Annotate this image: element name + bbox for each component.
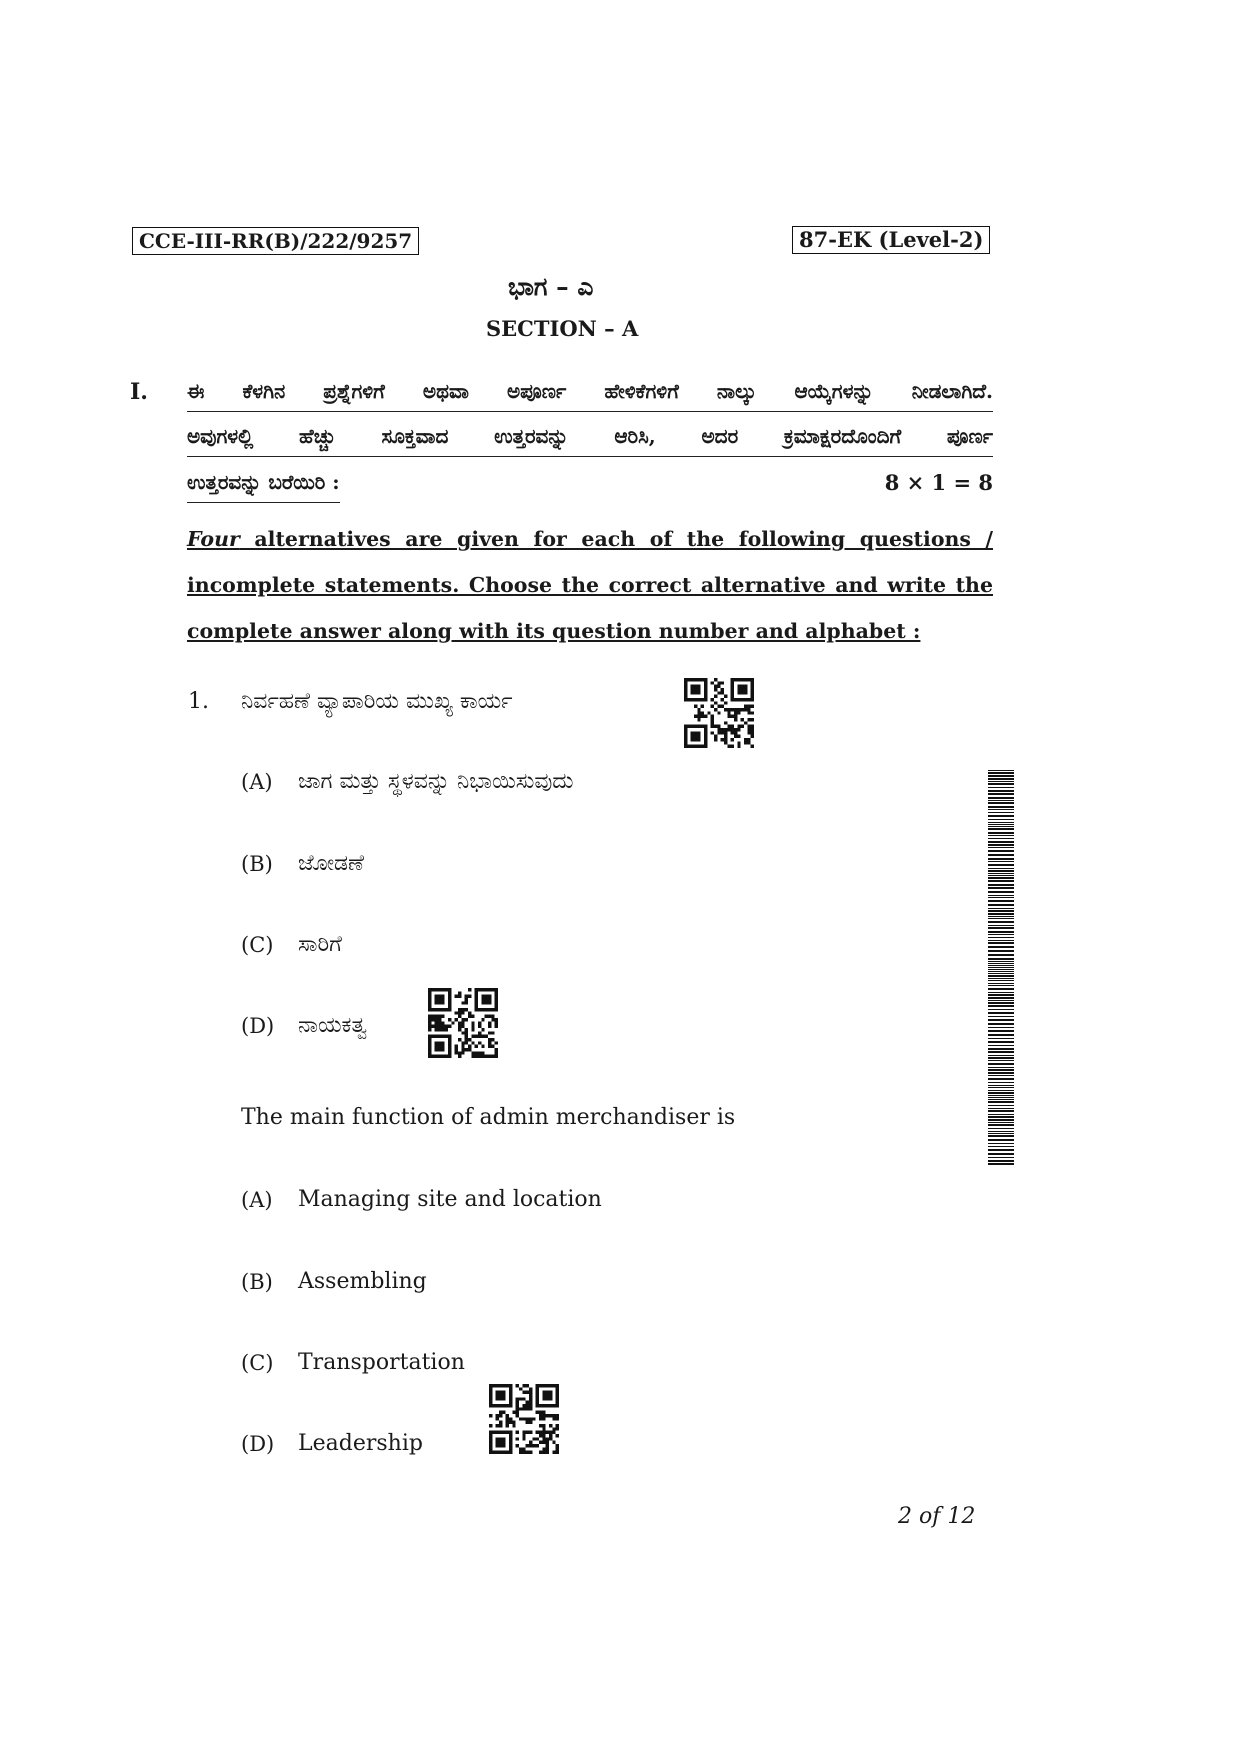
instruction-english-line-1 bbox=[187, 526, 993, 552]
option-letter: (C) bbox=[241, 1351, 274, 1375]
option-letter: (C) bbox=[241, 933, 274, 957]
option-a-kannada: ಜಾಗ ಮತ್ತು ಸ್ಥಳವನ್ನು ನಿಭಾಯಿಸುವುದು bbox=[298, 769, 574, 794]
question-number: 1. bbox=[188, 689, 209, 714]
qr-code-icon bbox=[428, 988, 498, 1058]
option-c-english: Transportation bbox=[298, 1350, 465, 1375]
subject-code: 87-EK (Level-2) bbox=[792, 226, 990, 254]
option-letter: (D) bbox=[241, 1014, 275, 1038]
option-letter: (D) bbox=[241, 1432, 275, 1456]
instruction-emphasis: Four bbox=[187, 527, 240, 551]
option-letter: (A) bbox=[241, 770, 273, 794]
option-d-kannada: ನಾಯಕತ್ವ bbox=[298, 1013, 368, 1038]
qr-code-icon bbox=[489, 1384, 559, 1454]
question-text-kannada: ನಿರ್ವಹಣೆ ವ್ಯಾಪಾರಿಯ ಮುಖ್ಯ ಕಾರ್ಯ bbox=[241, 689, 513, 714]
question-text-english: The main function of admin merchandiser is bbox=[241, 1105, 736, 1130]
instruction-kannada-line-3: ಉತ್ತರವನ್ನು ಬರೆಯಿರಿ : bbox=[187, 470, 340, 503]
option-letter: (A) bbox=[241, 1188, 273, 1212]
barcode-icon bbox=[988, 770, 1014, 1165]
option-c-kannada: ಸಾರಿಗೆ bbox=[298, 932, 342, 957]
instruction-english-line-3: complete answer along with its question number and alphabet : bbox=[187, 619, 921, 643]
instruction-kannada-line-1: ಈ ಕೆಳಗಿನ ಪ್ರಶ್ನೆಗಳಿಗೆ ಅಥವಾ ಅಪೂರ್ಣ ಹೇಳಿಕೆಗಳಿಗೆ ನಾಲ್ಕು ಆಯ್ಕೆಗಳನ್ನು ನೀಡಲಾಗಿದೆ. bbox=[187, 379, 993, 412]
page-number: 2 of 12 bbox=[898, 1504, 976, 1529]
marks-allocation: 8 × 1 = 8 bbox=[884, 470, 993, 495]
instruction-kannada-line-2: ಅವುಗಳಲ್ಲಿ ಹೆಚ್ಚು ಸೂಕ್ತವಾದ ಉತ್ತರವನ್ನು ಆರಿಸಿ, ಅದರ ಕ್ರಮಾಕ್ಷರದೊಂದಿಗೆ ಪೂರ್ಣ bbox=[187, 424, 993, 457]
paper-code: CCE-III-RR(B)/222/9257 bbox=[132, 227, 419, 255]
option-letter: (B) bbox=[241, 1270, 273, 1294]
qr-code-icon bbox=[684, 678, 754, 748]
section-title-kannada: ಭಾಗ – ಎ bbox=[508, 272, 594, 301]
option-d-english: Leadership bbox=[298, 1431, 423, 1456]
option-a-english: Managing site and location bbox=[298, 1187, 602, 1212]
instruction-number: I. bbox=[130, 379, 148, 405]
instruction-english-line-1-rest: alternatives are given for each of the following questions / bbox=[239, 527, 993, 551]
instruction-english-line-2: incomplete statements. Choose the correct alternative and write the bbox=[187, 573, 993, 597]
option-letter: (B) bbox=[241, 852, 273, 876]
option-b-english: Assembling bbox=[298, 1269, 427, 1294]
option-b-kannada: ಜೋಡಣೆ bbox=[298, 851, 365, 876]
section-title-english: SECTION – A bbox=[486, 316, 639, 341]
